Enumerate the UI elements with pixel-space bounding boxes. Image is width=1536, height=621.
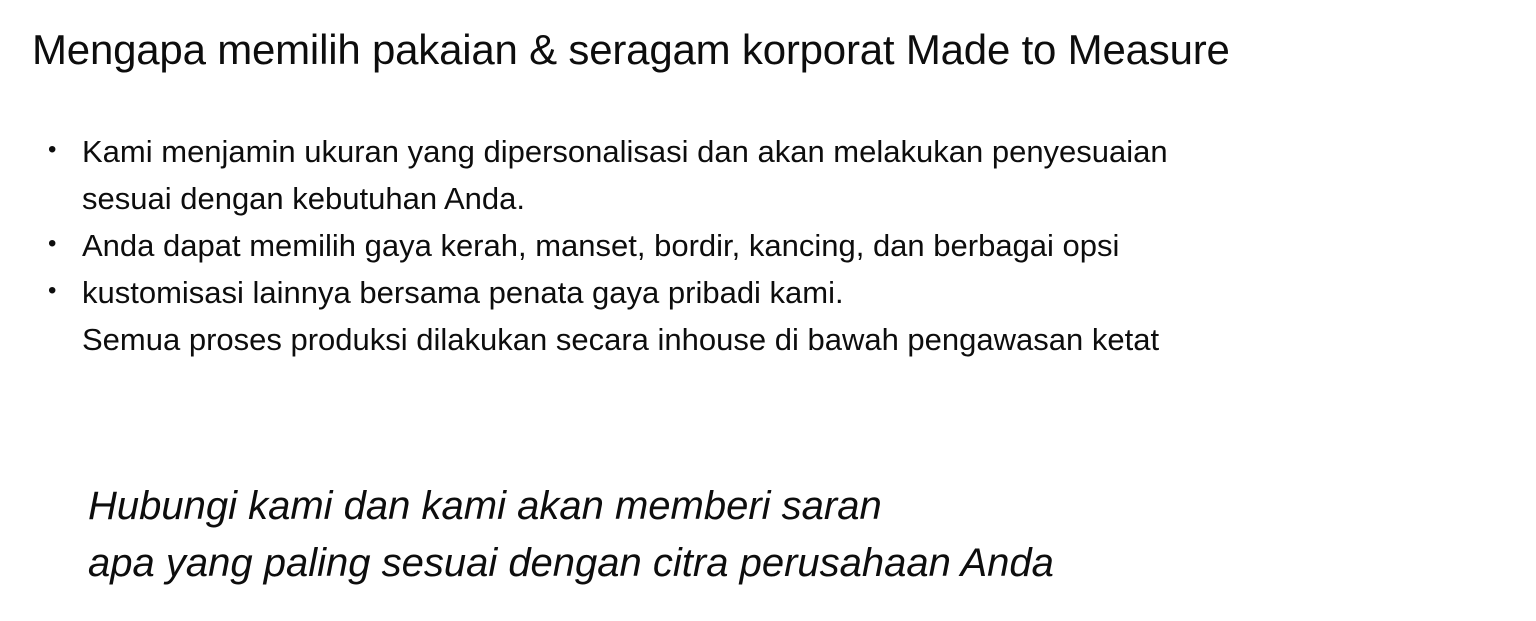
bullet-marker-icon: •: [48, 230, 57, 258]
bullet-list: [48, 128, 1468, 364]
list-item-continuation: [48, 316, 1468, 363]
bullet-marker-icon: •: [48, 277, 57, 305]
list-item: [48, 222, 1468, 269]
closing-line-2: apa yang paling sesuai dengan citra perusahaan Anda: [88, 540, 1054, 585]
list-item-line: Kami menjamin ukuran yang dipersonalisasi dan akan melakukan penyesuaian: [82, 134, 1168, 169]
bullet-marker-icon: •: [48, 136, 57, 163]
list-item-line: kustomisasi lainnya bersama penata gaya pribadi kami.: [82, 275, 844, 311]
list-item: [48, 128, 1468, 175]
list-item-line: Semua proses produksi dilakukan secara inhouse di bawah pengawasan ketat: [82, 322, 1160, 358]
closing-line-1: Hubungi kami dan kami akan memberi saran: [88, 484, 882, 528]
closing-statement: [88, 478, 1468, 592]
list-item: [48, 269, 1468, 316]
list-item-continuation: [48, 175, 1468, 222]
list-item-line: sesuai dengan kebutuhan Anda.: [82, 181, 525, 217]
page-title: Mengapa memilih pakaian & seragam korporat Made to Measure: [32, 26, 1230, 73]
list-item-line: Anda dapat memilih gaya kerah, manset, bordir, kancing, dan berbagai opsi: [82, 228, 1120, 264]
